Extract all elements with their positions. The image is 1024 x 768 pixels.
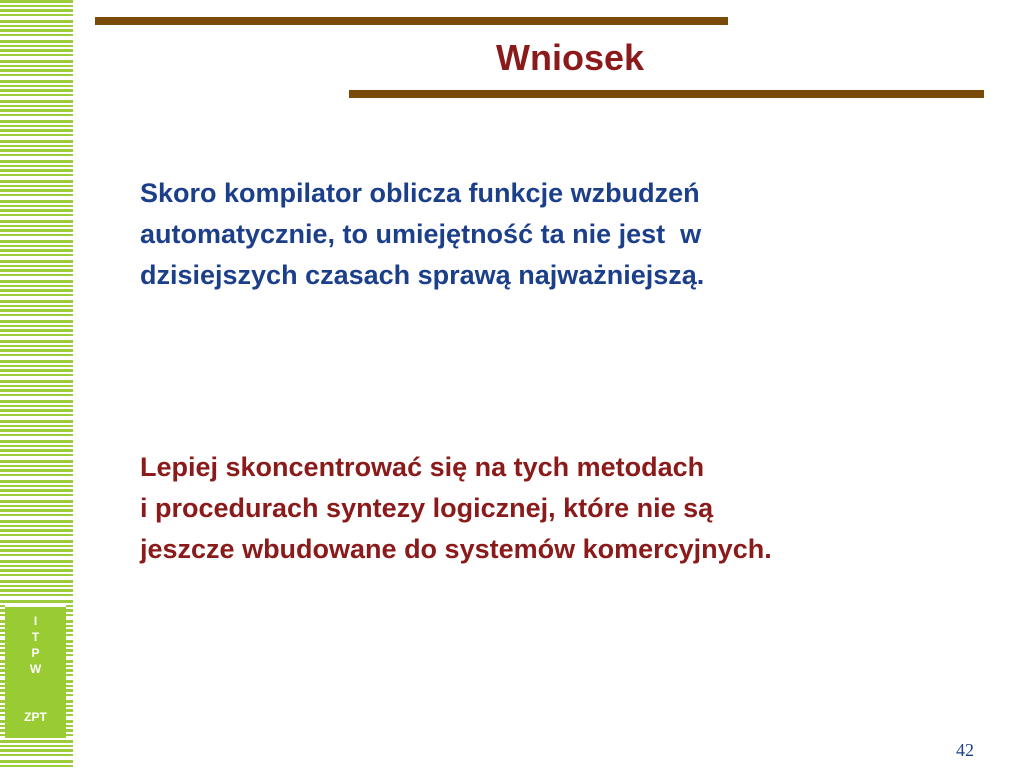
slide-title: Wniosek: [495, 37, 645, 78]
paragraph-line: automatycznie, to umiejętność ta nie jest w: [140, 219, 702, 249]
paragraph-line: dzisiejszych czasach sprawą najważniejszą.: [140, 260, 705, 290]
title-rule-top: [95, 17, 728, 25]
logo-letters: [5, 613, 66, 677]
paragraph-line: jeszcze wbudowane do systemów komercyjnych.: [140, 534, 772, 564]
paragraph-compiler: [140, 173, 980, 296]
logo-subtitle: ZPT: [24, 710, 47, 724]
page-number: 42: [956, 740, 974, 760]
paragraph-line: Lepiej skoncentrować się na tych metodach: [140, 452, 705, 482]
paragraph-methods: [140, 447, 980, 570]
title-rule-bottom: [349, 90, 984, 98]
logo-letter: W: [29, 662, 42, 676]
paragraph-line: Skoro kompilator oblicza funkcje wzbudzeń: [140, 178, 700, 208]
logo-letter: P: [31, 646, 40, 660]
logo-letter: I: [33, 614, 38, 628]
itpw-logo: [5, 605, 66, 740]
logo-letter: T: [31, 630, 40, 644]
paragraph-line: i procedurach syntezy logicznej, które nie są: [140, 493, 714, 523]
